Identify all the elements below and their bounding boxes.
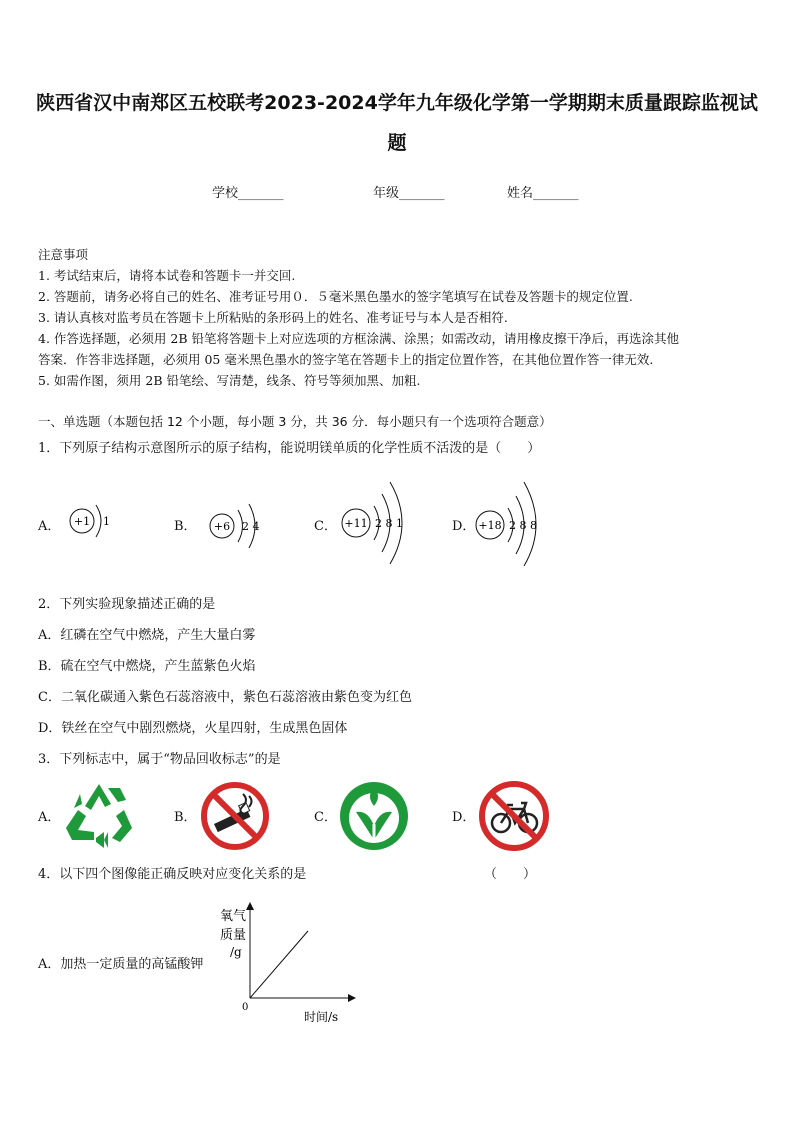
- page-title: 陕西省汉中南郑区五校联考2023-2024学年九年级化学第一学期期末质量跟踪监视试: [36, 92, 758, 114]
- q2-option-b: B．硫在空气中燃烧，产生蓝紫色火焰: [38, 659, 256, 674]
- q2-option-a: A．红磷在空气中燃烧，产生大量白雾: [38, 628, 256, 643]
- note-item: 2. 答题前，请务必将自己的姓名、准考证号用０．５毫米黑色墨水的签字笔填写在试卷及答题卡的规定位置.: [38, 289, 633, 304]
- page-title-continued: 题: [387, 132, 407, 154]
- atom-diagram-b: [205, 500, 275, 558]
- electron-label: 2 8 1: [375, 517, 403, 530]
- atom-diagram-d: [474, 478, 554, 566]
- question-4-stem: 4．以下四个图像能正确反映对应变化关系的是: [38, 867, 307, 882]
- atom-diagram-a: [66, 494, 136, 552]
- nucleus-label: +1: [73, 515, 91, 528]
- electron-label: 2 8 8: [509, 519, 537, 532]
- q3-option-d-label: D．: [452, 810, 476, 825]
- y-axis-label: 氧气: [220, 909, 247, 924]
- school-field: 学校_______: [212, 186, 284, 201]
- y-axis-label: 质量: [220, 928, 247, 943]
- answer-bracket: （ ）: [484, 867, 537, 882]
- electron-label: 2 4: [242, 520, 260, 533]
- q1-option-a-label: A．: [38, 519, 61, 534]
- q4-option-a: A．加热一定质量的高锰酸钾: [38, 957, 204, 972]
- grade-field: 年级_______: [373, 186, 445, 201]
- notes-heading: 注意事项: [38, 247, 89, 262]
- nucleus-label: +18: [478, 519, 502, 532]
- green-food-icon: [338, 780, 410, 852]
- origin-label: 0: [242, 1002, 249, 1013]
- q3-option-a-label: A．: [38, 810, 61, 825]
- question-3-stem: 3．下列标志中，属于“物品回收标志”的是: [38, 752, 281, 767]
- question-1-stem: 1．下列原子结构示意图所示的原子结构，能说明镁单质的化学性质不活泼的是（ ）: [38, 441, 541, 456]
- q3-option-c-label: C．: [314, 810, 337, 825]
- note-item: 答案．作答非选择题，必须用 05 毫米黑色墨水的签字笔在答题卡上的指定位置作答，在其他位置作答一律无效.: [38, 352, 654, 367]
- nucleus-label: +11: [344, 517, 368, 530]
- q3-option-b-label: B．: [174, 810, 197, 825]
- q1-option-c-label: C．: [314, 519, 337, 534]
- note-item: 1. 考试结束后，请将本试卷和答题卡一并交回.: [38, 268, 296, 283]
- note-item: 4. 作答选择题，必须用 2B 铅笔将答题卡上对应选项的方框涂满、涂黑；如需改动，请用橡皮擦干净后，再选涂其他: [38, 331, 679, 346]
- electron-label: 1: [103, 515, 110, 528]
- no-bicycle-icon: [477, 779, 551, 853]
- recycle-icon: [64, 780, 134, 850]
- no-smoking-icon: [199, 780, 271, 852]
- graph-line: [250, 931, 308, 998]
- note-item: 5. 如需作图，须用 2B 铅笔绘、写清楚，线条、符号等须加黑、加粗.: [38, 373, 421, 388]
- atom-diagram-c: [336, 478, 416, 566]
- q1-option-b-label: B．: [174, 519, 197, 534]
- q4-graph-a: [212, 898, 362, 1028]
- q2-option-c: C．二氧化碳通入紫色石蕊溶液中，紫色石蕊溶液由紫色变为红色: [38, 690, 412, 705]
- q2-option-d: D．铁丝在空气中剧烈燃烧，火星四射，生成黑色固体: [38, 721, 348, 736]
- section-heading: 一、单选题（本题包括 12 个小题，每小题 3 分，共 36 分．每小题只有一个选项符合题意）: [38, 414, 552, 429]
- x-axis-label: 时间/s: [304, 1010, 339, 1024]
- note-item: 3. 请认真核对监考员在答题卡上所粘贴的条形码上的姓名、准考证号与本人是否相符.: [38, 310, 508, 325]
- name-field: 姓名_______: [507, 186, 579, 201]
- question-2-stem: 2．下列实验现象描述正确的是: [38, 597, 216, 612]
- nucleus-label: +6: [213, 520, 231, 533]
- y-axis-unit: /g: [230, 945, 242, 959]
- q1-option-d-label: D．: [452, 519, 476, 534]
